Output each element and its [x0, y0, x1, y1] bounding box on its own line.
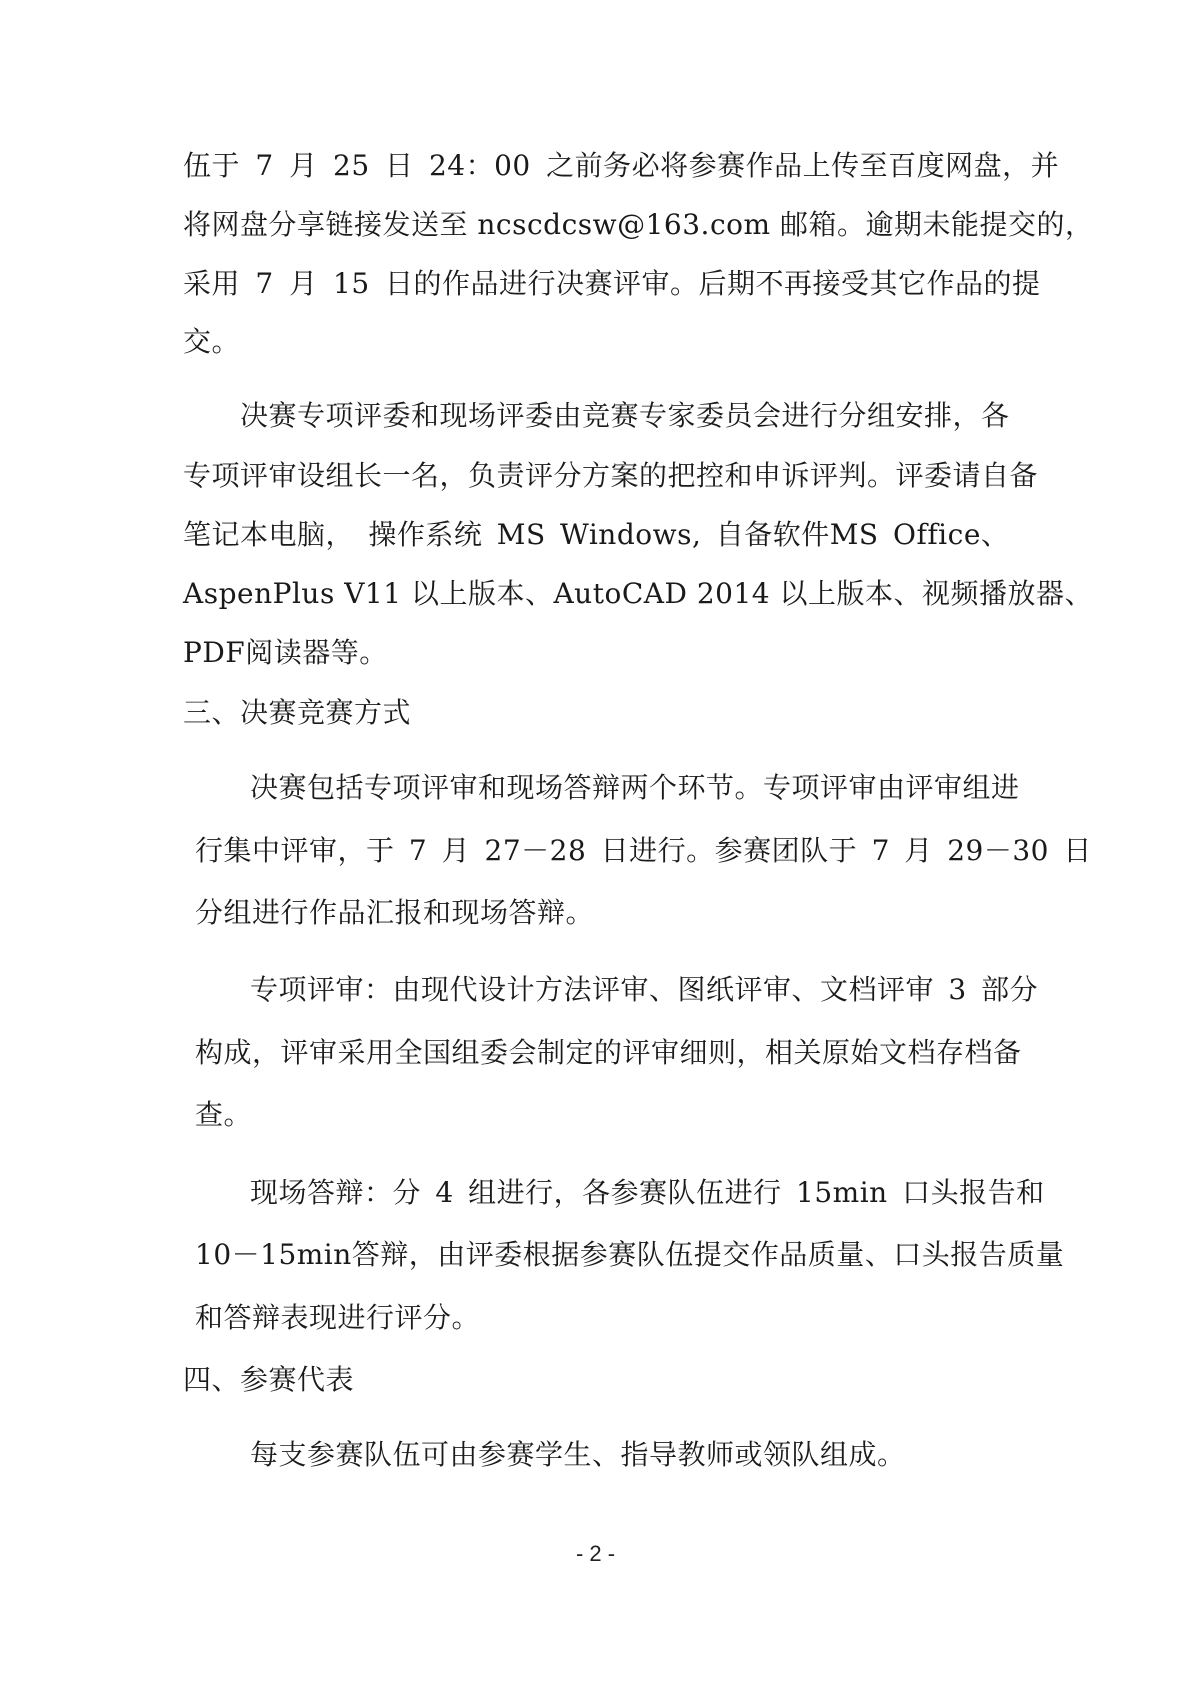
paragraph-1-line-3: 采用 7 月 15 日的作品进行决赛评审。后期不再接受其它作品的提: [183, 267, 1041, 300]
section-heading-3: 三、决赛竞赛方式: [183, 696, 412, 729]
paragraph-4-line-1: 专项评审：由现代设计方法评审、图纸评审、文档评审 3 部分: [250, 973, 1039, 1006]
paragraph-2-line-2: 专项评审设组长一名，负责评分方案的把控和申诉评判。评委请自备: [183, 459, 1039, 492]
paragraph-2-line-5: PDF阅读器等。: [183, 636, 388, 669]
paragraph-1-line-2: 将网盘分享链接发送至 ncscdcsw@163.com 邮箱。逾期未能提交的，: [183, 208, 1094, 241]
paragraph-1-line-4: 交。: [183, 325, 241, 358]
paragraph-2-line-1: 决赛专项评委和现场评委由竞赛专家委员会进行分组安排，各: [240, 399, 1010, 432]
paragraph-3-line-3: 分组进行作品汇报和现场答辩。: [195, 896, 595, 929]
paragraph-5-line-3: 和答辩表现进行评分。: [195, 1301, 481, 1334]
section-heading-4: 四、参赛代表: [183, 1363, 355, 1396]
paragraph-2-line-4: AspenPlus V11 以上版本、AutoCAD 2014 以上版本、视频播放器、: [183, 577, 1093, 610]
paragraph-3-line-2: 行集中评审，于 7 月 27－28 日进行。参赛团队于 7 月 29－30 日: [195, 834, 1092, 867]
paragraph-6-line-1: 每支参赛队伍可由参赛学生、指导教师或领队组成。: [250, 1438, 906, 1471]
paragraph-5-line-2: 10－15min答辩，由评委根据参赛队伍提交作品质量、口头报告质量: [195, 1238, 1065, 1271]
paragraph-2-line-3: 笔记本电脑， 操作系统 MS Windows, 自备软件MS Office、: [183, 518, 1010, 551]
paragraph-3-line-1: 决赛包括专项评审和现场答辩两个环节。专项评审由评审组进: [250, 771, 1020, 804]
paragraph-4-line-3: 查。: [195, 1098, 253, 1131]
paragraph-4-line-2: 构成，评审采用全国组委会制定的评审细则，相关原始文档存档备: [195, 1036, 1022, 1069]
paragraph-5-line-1: 现场答辩：分 4 组进行，各参赛队伍进行 15min 口头报告和: [250, 1176, 1045, 1209]
page-number: - 2 -: [575, 1541, 616, 1566]
paragraph-1-line-1: 伍于 7 月 25 日 24：00 之前务必将参赛作品上传至百度网盘，并: [183, 149, 1060, 182]
